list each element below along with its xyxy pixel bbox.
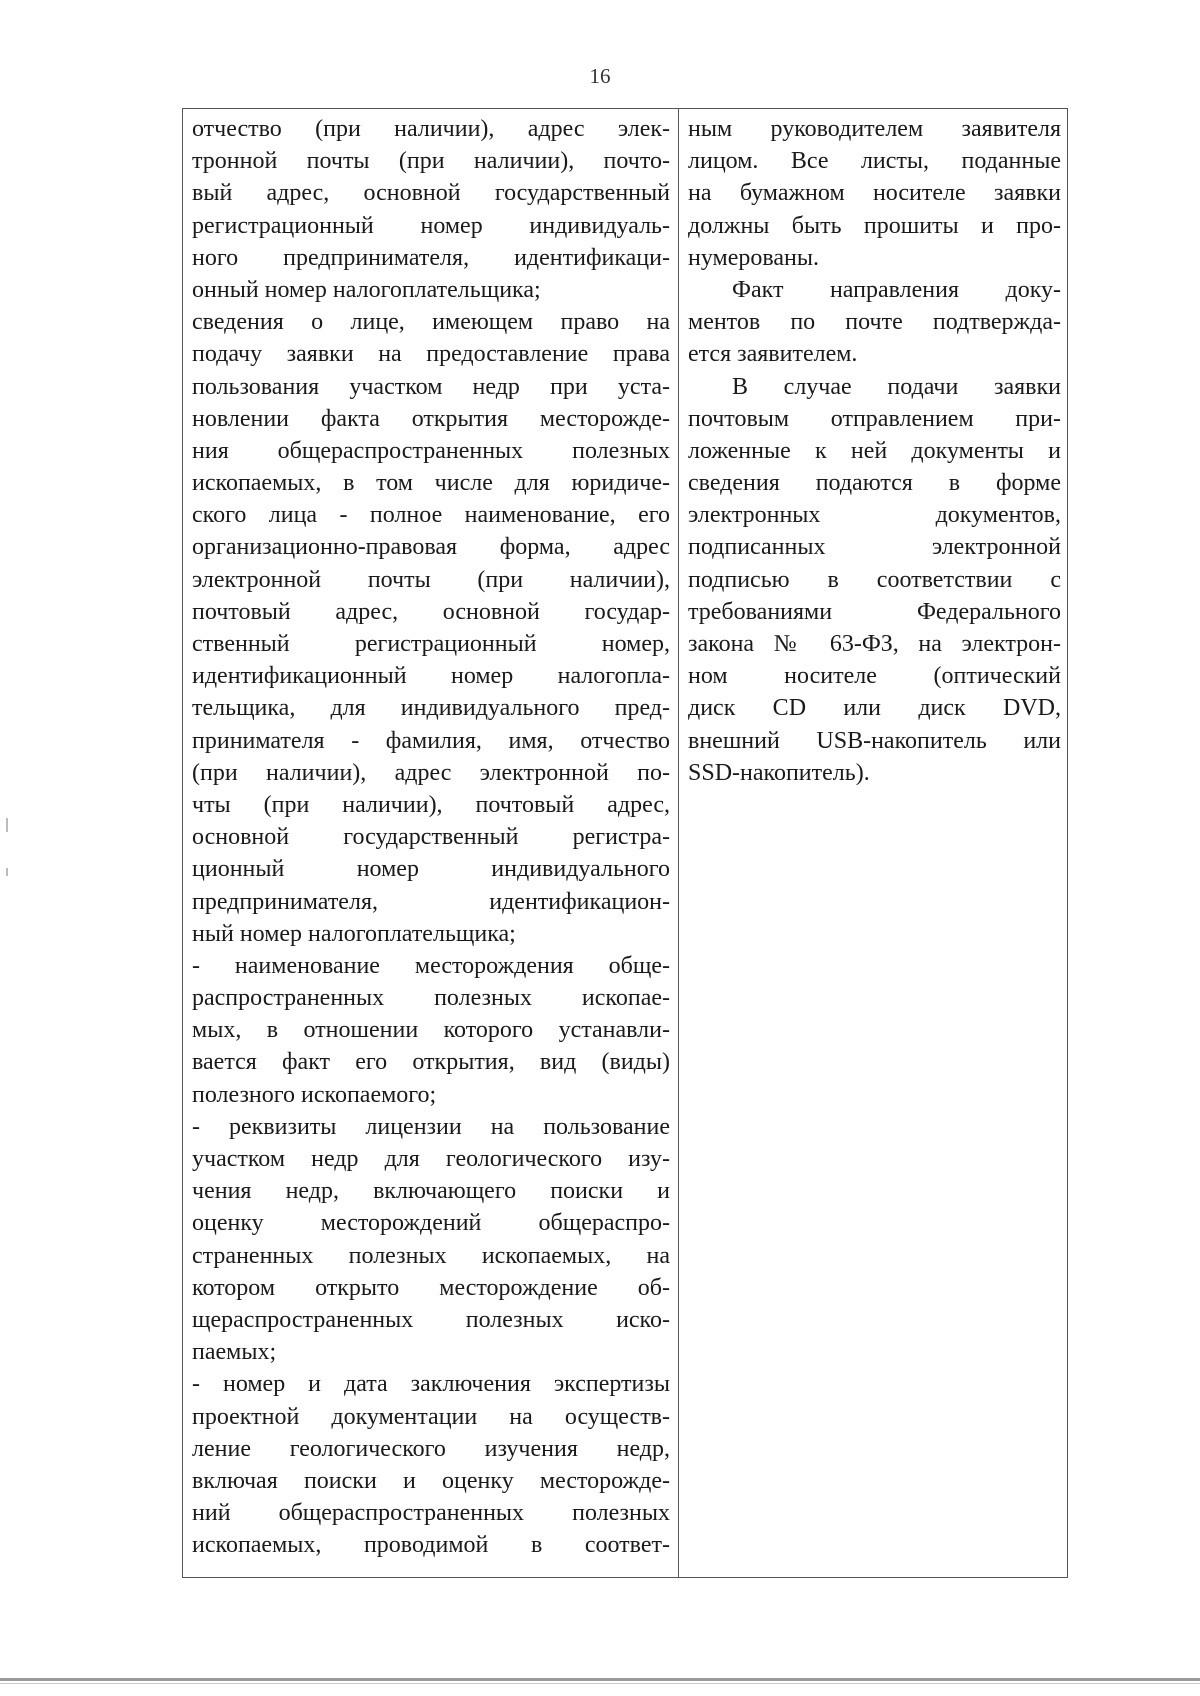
text-line: ископаемых, проводимой в соответ- (192, 1532, 670, 1559)
text-line: электронных документов, (688, 502, 1061, 529)
text-line: организационно-правовая форма, адрес (192, 534, 670, 561)
text-line: щераспространенных полезных иско- (192, 1306, 670, 1333)
text-line: ление геологического изучения недр, (192, 1435, 670, 1462)
text-line: принимателя - фамилия, имя, отчество (192, 727, 670, 754)
text-line: основной государственный регистра- (192, 824, 670, 851)
text-line: требованиями Федерального (688, 598, 1061, 625)
text-line: подачу заявки на предоставление права (192, 341, 670, 368)
text-line: (при наличии), адрес электронной по- (192, 759, 670, 786)
text-line: подписанных электронной (688, 534, 1061, 561)
text-line: пользования участком недр при уста- (192, 373, 670, 400)
text-line: ственный регистрационный номер, (192, 631, 670, 657)
text-line: вается факт его открытия, вид (виды) (192, 1049, 670, 1076)
text-line: внешний USB-накопитель или (688, 727, 1061, 754)
text-line: вый адрес, основной государственный (192, 180, 670, 207)
text-line: отчество (при наличии), адрес элек- (192, 116, 670, 142)
text-line: ментов по почте подтвержда- (688, 309, 1061, 336)
text-line: тронной почты (при наличии), почто- (192, 148, 670, 175)
text-line: оценку месторождений общераспро- (192, 1210, 670, 1237)
text-line: ископаемых, в том числе для юридиче- (192, 470, 670, 497)
text-line: - номер и дата заключения экспертизы (192, 1371, 670, 1398)
text-line: SSD-накопитель). (688, 759, 870, 786)
text-line: В случае подачи заявки (732, 373, 1061, 400)
text-line: ном носителе (оптический (688, 663, 1061, 690)
text-line: тельщика, для индивидуального пред- (192, 695, 670, 722)
text-line: страненных полезных ископаемых, на (192, 1242, 670, 1269)
text-line: ского лица - полное наименование, его (192, 502, 670, 529)
text-line: чения недр, включающего поиски и (192, 1178, 670, 1205)
text-line: участком недр для геологического изу- (192, 1146, 670, 1172)
right-column (679, 109, 1067, 1577)
text-line: ный номер налогоплательщика; (192, 920, 516, 947)
text-line: подписью в соответствии с (688, 566, 1061, 593)
text-line: Факт направления доку- (732, 276, 1061, 303)
text-line: проектной документации на осуществ- (192, 1403, 670, 1430)
scan-artifact (6, 868, 8, 876)
text-line: почтовый адрес, основной государ- (192, 598, 670, 625)
text-line: электронной почты (при наличии), (192, 566, 670, 593)
text-line: ний общераспространенных полезных (192, 1500, 670, 1527)
text-line: ния общераспространенных полезных (192, 437, 670, 464)
text-line: лицом. Все листы, поданные (688, 148, 1061, 175)
text-line: сведения подаются в форме (688, 470, 1061, 497)
text-line: предпринимателя, идентификацион- (192, 888, 670, 915)
text-line: распространенных полезных ископае- (192, 985, 670, 1012)
text-line: ным руководителем заявителя (688, 116, 1061, 142)
text-line: - наименование месторождения обще- (192, 952, 670, 979)
text-line: новлении факта открытия месторожде- (192, 405, 670, 432)
text-line: полезного ископаемого; (192, 1081, 437, 1108)
text-line: ложенные к ней документы и (688, 437, 1061, 464)
text-line: ционный номер индивидуального (192, 856, 670, 883)
text-line: диск CD или диск DVD, (688, 695, 1061, 722)
text-line: чты (при наличии), почтовый адрес, (192, 791, 670, 818)
text-line: должны быть прошиты и про- (688, 212, 1061, 239)
text-line: сведения о лице, имеющем право на (192, 309, 670, 336)
text-line: онный номер налогоплательщика; (192, 276, 541, 303)
text-line: включая поиски и оценку месторожде- (192, 1467, 670, 1494)
text-line: мых, в отношении которого устанавли- (192, 1017, 670, 1044)
text-line: регистрационный номер индивидуаль- (192, 212, 670, 239)
page-number: 16 (589, 64, 611, 88)
scan-edge-rule (0, 1678, 1200, 1681)
text-line: котором открыто месторождение об- (192, 1274, 670, 1301)
text-line: закона № 63-ФЗ, на электрон- (688, 631, 1061, 657)
text-line: ного предпринимателя, идентификаци- (192, 244, 670, 271)
document-table (182, 108, 1068, 1578)
text-line: - реквизиты лицензии на пользование (192, 1113, 670, 1140)
text-line: идентификационный номер налогопла- (192, 663, 670, 690)
text-line: почтовым отправлением при- (688, 405, 1061, 432)
scan-edge-rule (0, 1683, 1200, 1684)
scan-artifact (6, 818, 8, 832)
text-line: на бумажном носителе заявки (688, 180, 1061, 207)
text-line: паемых; (192, 1339, 277, 1366)
left-column (183, 109, 679, 1577)
text-line: нумерованы. (688, 244, 820, 271)
text-line: ется заявителем. (688, 341, 858, 368)
